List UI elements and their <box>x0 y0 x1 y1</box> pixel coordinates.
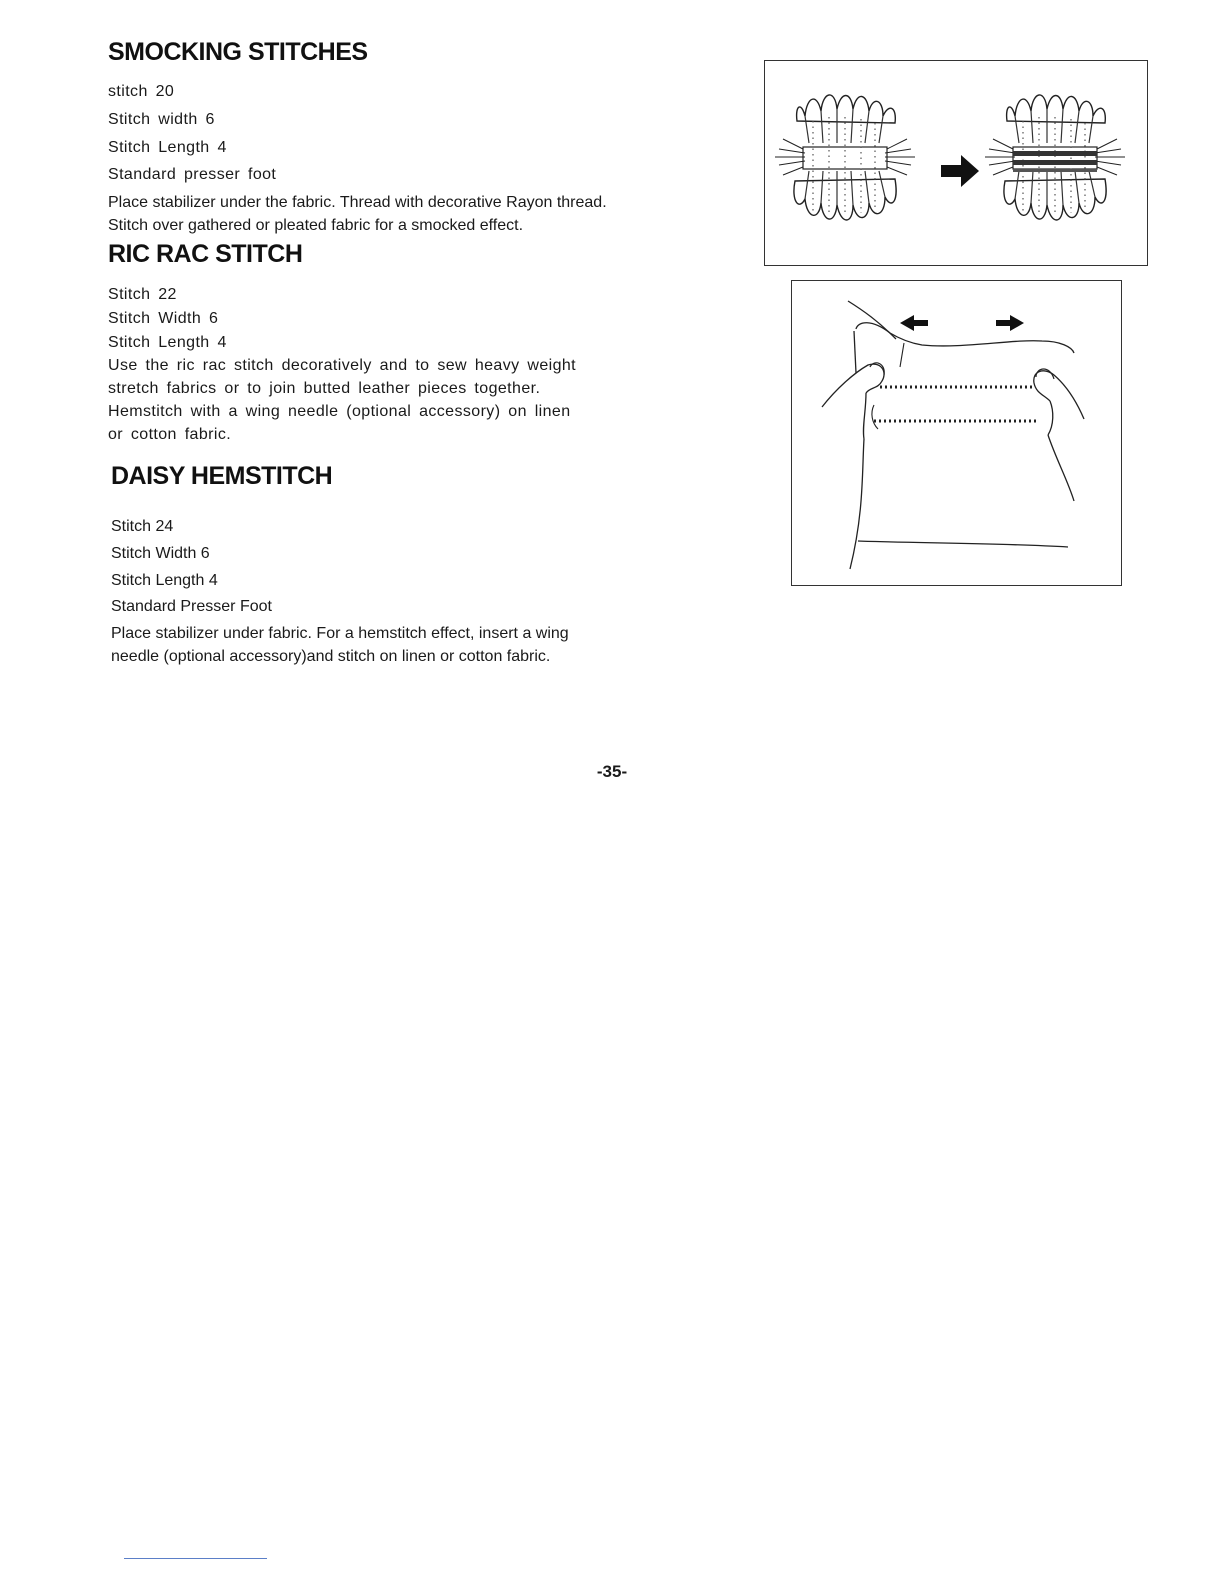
daisy-spec-length: Stitch Length 4 <box>111 571 218 589</box>
smocking-body-line-2: Stitch over gathered or pleated fabric for a smocked effect. <box>108 217 524 235</box>
ricrac-body-line-4: or cotton fabric. <box>108 426 232 444</box>
smocking-title: SMOCKING STITCHES <box>108 38 368 66</box>
ricrac-spec-length: Stitch Length 4 <box>108 333 227 351</box>
ricrac-body-line-1: Use the ric rac stitch decoratively and to sew heavy weight <box>108 357 577 375</box>
smocking-spec-stitch: stitch 20 <box>108 83 175 100</box>
smocking-spec-length: Stitch Length 4 <box>108 138 227 156</box>
ricrac-title: RIC RAC STITCH <box>108 240 303 268</box>
ricrac-body-line-2: stretch fabrics or to join butted leather pieces together. <box>108 380 541 398</box>
ricrac-spec-stitch: Stitch 22 <box>108 286 177 303</box>
smocking-stitches-section <box>108 38 708 237</box>
ric-rac-stretch-illustration <box>791 280 1122 586</box>
daisy-spec-foot: Standard Presser Foot <box>111 598 272 616</box>
smocking-illustration <box>764 60 1148 266</box>
daisy-spec-stitch: Stitch 24 <box>111 518 174 535</box>
page-number: -35- <box>596 762 628 781</box>
daisy-body-line-2: needle (optional accessory)and stitch on linen or cotton fabric. <box>111 648 551 666</box>
smocking-before-after-drawing <box>765 61 1149 267</box>
ricrac-body-line-3: Hemstitch with a wing needle (optional accessory) on linen <box>108 403 571 421</box>
ricrac-spec-width: Stitch Width 6 <box>108 309 219 327</box>
smocking-body-line-1: Place stabilizer under the fabric. Thread with decorative Rayon thread. <box>108 194 607 212</box>
footer-rule <box>124 1558 267 1559</box>
daisy-hemstitch-section <box>111 462 711 668</box>
smocking-spec-width: Stitch width 6 <box>108 110 215 128</box>
daisy-body-line-1: Place stabilizer under fabric. For a hemstitch effect, insert a wing <box>111 625 569 643</box>
ric-rac-stitch-section <box>108 240 708 446</box>
daisy-spec-width: Stitch Width 6 <box>111 544 210 562</box>
hands-stretching-fabric-drawing <box>792 281 1123 587</box>
daisy-title: DAISY HEMSTITCH <box>111 462 333 490</box>
smocking-spec-foot: Standard presser foot <box>108 166 277 184</box>
